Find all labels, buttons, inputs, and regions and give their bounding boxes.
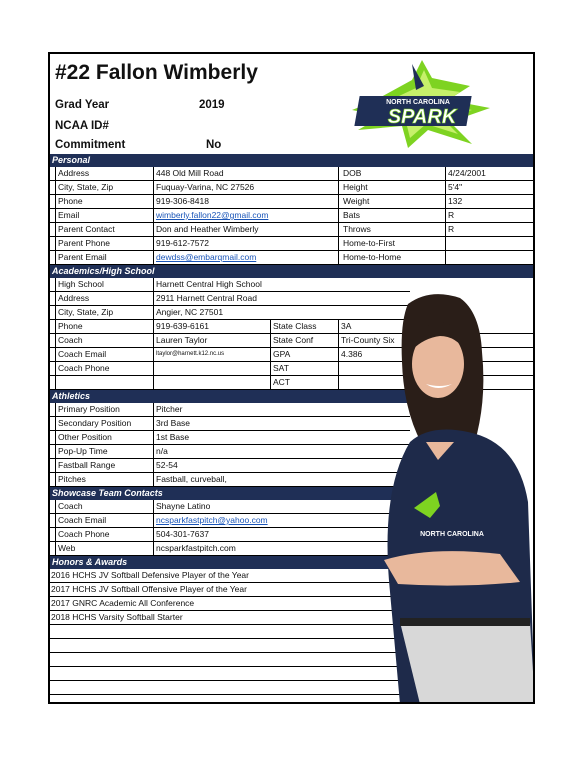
row-line <box>50 194 535 195</box>
player-photo <box>370 292 535 704</box>
academic-label: Address <box>58 293 90 303</box>
column-line <box>55 403 56 487</box>
row-line <box>50 319 410 320</box>
personal-right-label: Throws <box>343 224 371 234</box>
athletic-label: Primary Position <box>58 404 120 414</box>
academic-value: Angier, NC 27501 <box>156 307 224 317</box>
row-line <box>50 624 410 625</box>
personal-right-label: Home-to-First <box>343 238 395 248</box>
personal-right-value: 5'4" <box>448 182 463 192</box>
row-line <box>50 250 535 251</box>
personal-value: 919-612-7572 <box>156 238 209 248</box>
showcase-label: Coach Phone <box>58 529 110 539</box>
academic-right-label: SAT <box>273 363 289 373</box>
athletic-label: Pop-Up Time <box>58 446 108 456</box>
academic-label: High School <box>58 279 104 289</box>
personal-right-label: Height <box>343 182 368 192</box>
academic-right-value: Tri-County Six <box>341 335 395 345</box>
personal-right-label: Weight <box>343 196 370 206</box>
column-line <box>153 167 154 265</box>
column-line <box>153 500 154 556</box>
athletic-value: Pitcher <box>156 404 183 414</box>
section-personal: Personal <box>50 154 535 167</box>
academic-label: Coach Phone <box>58 363 110 373</box>
row-line <box>50 652 410 653</box>
row-line <box>50 208 535 209</box>
athletic-label: Secondary Position <box>58 418 132 428</box>
personal-right-label: Home-to-Home <box>343 252 402 262</box>
personal-label: Phone <box>58 196 83 206</box>
column-line <box>338 167 339 265</box>
showcase-label: Coach Email <box>58 515 107 525</box>
section-athletics: Athletics <box>50 390 410 403</box>
column-line <box>445 167 446 265</box>
athletic-label: Pitches <box>58 474 86 484</box>
row-line <box>50 666 410 667</box>
personal-right-value: R <box>448 210 455 220</box>
personal-label: Address <box>58 168 90 178</box>
column-line <box>153 403 154 487</box>
personal-value: wimberly.fallon22@gmail.com <box>156 210 269 220</box>
honor-item: 2017 HCHS JV Softball Offensive Player of the Year <box>51 584 247 594</box>
academic-right-value: 4.386 <box>341 349 363 359</box>
row-line <box>50 472 410 473</box>
honor-item: 2017 GNRC Academic All Conference <box>51 598 195 608</box>
honor-item: 2016 HCHS JV Softball Defensive Player of the Year <box>51 570 249 580</box>
personal-label: Parent Email <box>58 252 107 262</box>
personal-label: Parent Phone <box>58 238 110 248</box>
column-line <box>55 167 56 265</box>
personal-value: 448 Old Mill Road <box>156 168 224 178</box>
academic-value: Lauren Taylor <box>156 335 208 345</box>
showcase-value: Shayne Latino <box>156 501 211 511</box>
column-line <box>338 320 339 390</box>
row-line <box>50 694 410 695</box>
showcase-value: 504-301-7637 <box>156 529 209 539</box>
row-line <box>50 638 410 639</box>
personal-right-value: 132 <box>448 196 463 206</box>
logo-line2: SPARK <box>387 106 457 128</box>
column-line <box>270 320 271 390</box>
athletic-label: Other Position <box>58 432 112 442</box>
row-line <box>50 222 535 223</box>
row-line <box>50 180 535 181</box>
academic-label: Coach <box>58 335 83 345</box>
grad-year-label: Grad Year <box>55 99 110 111</box>
academic-right-label: ACT <box>273 377 290 387</box>
personal-right-value: R <box>448 224 455 234</box>
showcase-value: ncsparkfastpitch.com <box>156 543 236 553</box>
athletic-label: Fastball Range <box>58 460 116 470</box>
section-academics: Academics/High School <box>50 265 535 278</box>
commitment-value: No <box>206 139 222 151</box>
athletic-value: n/a <box>156 446 168 456</box>
honor-item: 2018 HCHS Varsity Softball Starter <box>51 612 183 622</box>
athletic-value: 52-54 <box>156 460 178 470</box>
academic-right-value: 3A <box>341 321 352 331</box>
academic-label: City, State, Zip <box>58 307 114 317</box>
academic-value: 2911 Harnett Central Road <box>156 293 257 303</box>
academic-right-label: State Conf <box>273 335 314 345</box>
personal-right-value: 4/24/2001 <box>448 168 486 178</box>
row-line <box>50 236 535 237</box>
showcase-value: ncsparkfastpitch@yahoo.com <box>156 515 268 525</box>
academic-value: ltaylor@harnett.k12.nc.us <box>156 351 225 357</box>
personal-right-label: Bats <box>343 210 361 220</box>
personal-right-label: DOB <box>343 168 362 178</box>
athletic-value: 1st Base <box>156 432 190 442</box>
logo-line1: NORTH CAROLINA <box>386 99 450 106</box>
nc-spark-logo <box>352 60 490 148</box>
academic-right-label: State Class <box>273 321 317 331</box>
academic-label: Phone <box>58 321 83 331</box>
athletic-value: Fastball, curveball, <box>156 474 227 484</box>
academic-label: Coach Email <box>58 349 107 359</box>
personal-value: Don and Heather Wimberly <box>156 224 259 234</box>
personal-label: Email <box>58 210 80 220</box>
academic-value: 919-639-6161 <box>156 321 209 331</box>
row-line <box>50 680 410 681</box>
personal-value: dewdss@embarqmail.com <box>156 252 257 262</box>
grad-year-value: 2019 <box>199 99 225 111</box>
personal-label: City, State, Zip <box>58 182 114 192</box>
personal-value: 919-306-8418 <box>156 196 209 206</box>
academic-right-label: GPA <box>273 349 291 359</box>
athletic-value: 3rd Base <box>156 418 191 428</box>
personal-value: Fuquay-Varina, NC 27526 <box>156 182 255 192</box>
academic-value: Harnett Central High School <box>156 279 262 289</box>
commitment-label: Commitment <box>55 139 126 151</box>
showcase-label: Web <box>58 543 76 553</box>
section-honors: Honors & Awards <box>50 556 410 569</box>
jersey-text: NORTH CAROLINA <box>420 531 484 538</box>
personal-label: Parent Contact <box>58 224 115 234</box>
section-showcase: Showcase Team Contacts <box>50 487 410 500</box>
column-line <box>153 278 154 390</box>
showcase-label: Coach <box>58 501 83 511</box>
column-line <box>55 278 56 390</box>
column-line <box>55 500 56 556</box>
player-profile-sheet <box>48 52 535 704</box>
ncaa-id-label: NCAA ID# <box>55 120 109 132</box>
player-name-title: #22 Fallon Wimberly <box>55 61 258 84</box>
